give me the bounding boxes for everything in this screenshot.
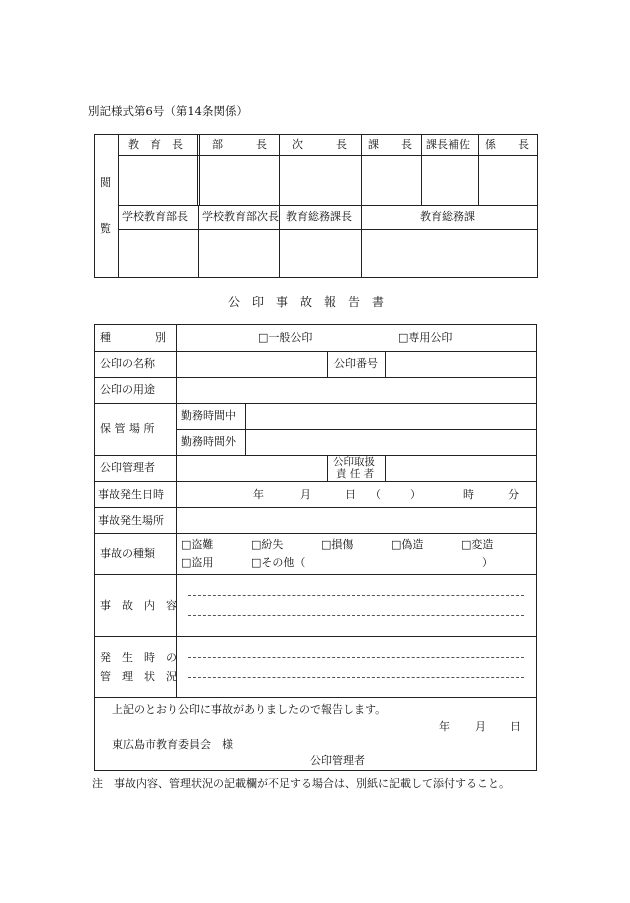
incident-content-label: 事 故 内 容 [100, 599, 177, 612]
incident-minute-unit: 分 [508, 488, 519, 501]
sign-year-unit: 年 [439, 720, 450, 733]
incident-kind-label: 事故の種類 [100, 547, 155, 560]
kind-option-forgery[interactable]: □偽造 [391, 538, 424, 551]
incident-hour-unit: 時 [463, 488, 474, 501]
report-statement: 上記のとおり公印に事故がありましたので報告します。 [112, 703, 387, 716]
sign-month-unit: 月 [475, 720, 486, 733]
kind-option-loss[interactable]: □紛失 [251, 538, 284, 551]
incident-day-unit: 日 [345, 488, 356, 501]
status-label-line2: 管 理 状 況 [100, 670, 177, 683]
kind-option-alteration[interactable]: □変造 [461, 538, 494, 551]
type-label: 種 別 [100, 331, 166, 344]
approval-header-school-deputy: 学校教育部次長 [202, 210, 279, 223]
seal-manager-field[interactable] [178, 457, 325, 480]
seal-use-field[interactable] [178, 379, 534, 402]
incident-place-label: 事故発生場所 [98, 514, 164, 527]
kind-option-other[interactable]: □その他（ [251, 556, 306, 569]
status-line-1[interactable] [188, 657, 524, 658]
storage-label: 保 管 場 所 [100, 422, 155, 435]
seal-name-field[interactable] [178, 353, 325, 376]
kind-option-damage[interactable]: □損傷 [321, 538, 354, 551]
approval-header-general-affairs: 教育総務課 [420, 210, 475, 223]
incident-year-unit: 年 [253, 488, 264, 501]
approval-header-deputy: 次 長 [292, 138, 347, 151]
footnote: 注 事故内容、管理状況の記載欄が不足する場合は、別紙に記載して添付すること。 [92, 777, 510, 790]
kind-other-close-paren: ） [482, 556, 493, 569]
storage-after-hours-field[interactable] [247, 431, 534, 454]
seal-number-field[interactable] [387, 353, 534, 376]
approval-header-superintendent: 教 育 長 [128, 138, 183, 151]
incident-weekday-close-paren: ） [410, 488, 421, 501]
kind-option-misuse[interactable]: □盗用 [181, 556, 214, 569]
seal-use-label: 公印の用途 [100, 383, 155, 396]
seal-name-label: 公印の名称 [100, 357, 155, 370]
status-label-line1: 発 生 時 の [100, 651, 177, 664]
seal-number-label: 公印番号 [334, 357, 378, 370]
approval-header-school-director: 学校教育部長 [122, 210, 188, 223]
status-line-2[interactable] [188, 677, 524, 678]
approval-side-label-top: 閲 [100, 176, 111, 189]
storage-during-hours-field[interactable] [247, 405, 534, 428]
content-line-2[interactable] [188, 615, 524, 616]
addressee: 東広島市教育委員会 様 [112, 738, 233, 751]
seal-manager-label: 公印管理者 [100, 461, 155, 474]
sign-day-unit: 日 [510, 720, 521, 733]
incident-datetime-label: 事故発生日時 [98, 488, 164, 501]
approval-side-label-bottom: 覧 [100, 222, 111, 235]
kind-option-theft[interactable]: □盗難 [181, 538, 214, 551]
approval-header-unit-chief: 係 長 [485, 138, 529, 151]
content-line-1[interactable] [188, 595, 524, 596]
incident-month-unit: 月 [300, 488, 311, 501]
approval-header-director: 部 長 [212, 138, 267, 151]
incident-weekday-open-paren: （ [370, 488, 381, 501]
responsible-label-line2: 責 任 者 [336, 468, 375, 480]
form-number: 別記様式第6号（第14条関係） [88, 104, 248, 118]
storage-after-hours-label: 勤務時間外 [181, 435, 236, 448]
signer-label: 公印管理者 [310, 754, 365, 767]
approval-header-assistant-chief: 課長補佐 [426, 138, 470, 151]
incident-place-field[interactable] [178, 509, 534, 532]
responsible-person-field[interactable] [387, 457, 534, 480]
approval-header-section-chief: 課 長 [368, 138, 412, 151]
type-option-dedicated-seal[interactable]: □専用公印 [398, 331, 453, 344]
type-option-general-seal[interactable]: □一般公印 [258, 331, 313, 344]
page-title: 公 印 事 故 報 告 書 [228, 295, 385, 309]
approval-header-general-affairs-chief: 教育総務課長 [286, 210, 352, 223]
storage-during-hours-label: 勤務時間中 [181, 409, 236, 422]
responsible-label-line1: 公印取扱 [333, 456, 375, 468]
